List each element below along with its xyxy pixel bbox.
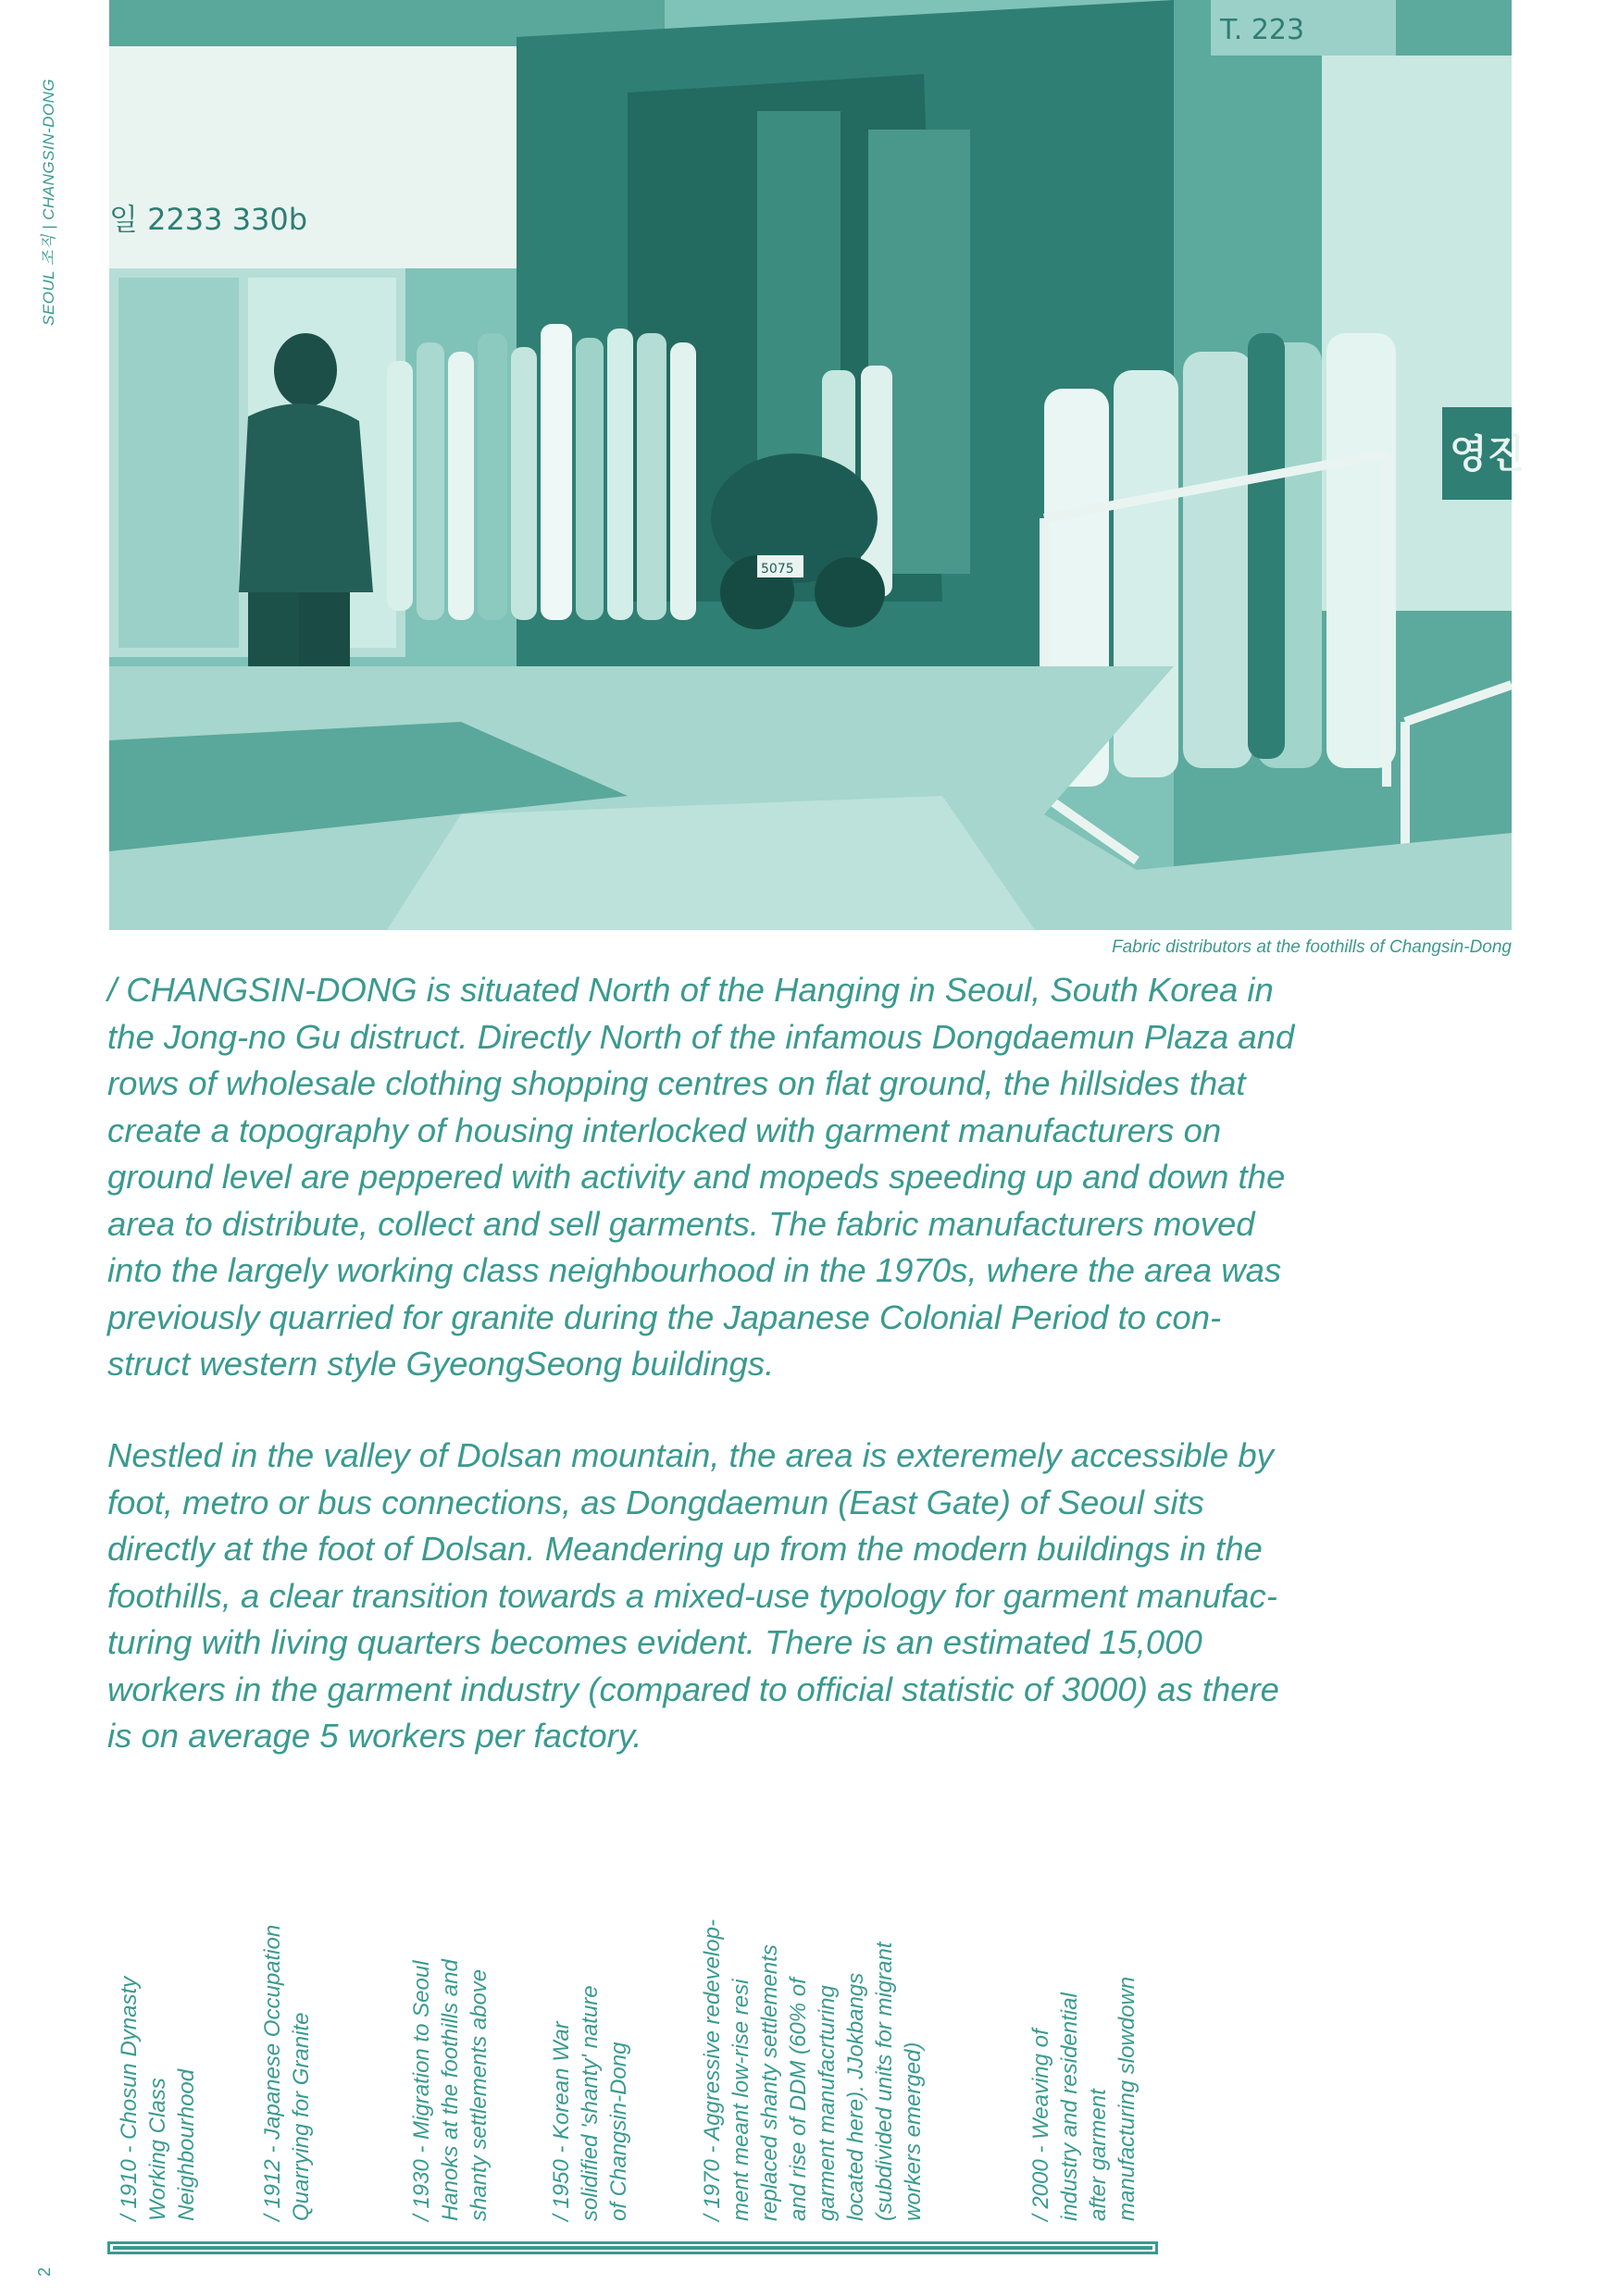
intro-paragraph: / CHANGSIN-DONG is situated North of the Hanging in Seoul, South Korea in the Jong-no Gu distruct. Directly North of the infamous Dongdaemun Plaza and rows of wholesale clothing shopping centres on flat ground, the hillsides that create a topography of housing interlocked with garment manufacturers on ground level are peppered with activity and mopeds speeding up and down the area to distribute, collect and sell garments. The fabric manufacturers moved into the largely working class neighbourhood in the 1970s, where the area was previously quarried for granite during the Japanese Colonial Period to con- struct western style GyeongSeong buildings.: [107, 971, 1295, 1383]
side-label-text: SEOUL 조직 | CHANGSIN-DONG: [40, 78, 57, 326]
timeline-entry-1912: [251, 1814, 371, 2226]
history-timeline: [107, 1814, 1172, 2226]
timeline-entry-text: / 1950 - Korean War solidified 'shanty' nature of Changsin-Dong: [549, 1985, 631, 2221]
timeline-entry-1970: [691, 1814, 926, 2226]
page-number: [31, 2258, 54, 2280]
street-photo-illustration: [109, 0, 1526, 930]
section-side-label: [28, 28, 65, 333]
moped-plate: 5075: [761, 562, 794, 577]
timeline-entry-1910: [107, 1814, 228, 2226]
timeline-entry-text: / 1910 - Chosun Dynasty Working Class Neighbourhood: [117, 1976, 199, 2221]
building-number-sign: 일 2233 330b: [109, 202, 308, 237]
timeline-entry-text: / 1912 - Japanese Occupation Quarrying for Granite: [260, 1924, 314, 2221]
page-number-text: 2: [35, 2266, 54, 2277]
street-photo: [109, 0, 1526, 930]
storefront-number-sign: T. 223: [1220, 14, 1305, 46]
timeline-bar: [107, 2241, 1158, 2254]
timeline-entry-1930: [400, 1814, 520, 2226]
timeline-entry-text: / 2000 - Weaving of industry and residential after garment manufacturing slowdown: [1028, 1976, 1140, 2221]
context-paragraph: Nestled in the valley of Dolsan mountain, the area is exteremely accessible by foot, metro or bus connections, as Dongdaemun (East Gate) of Seoul sits directly at the foot of Dolsan. Meandering up from the modern buildings in the foothills, a clear transition towards a mixed-use typology for garment manufac- turing with living quarters becomes evident. There is an estimated 15,000 workers in the garment industry (compared to official statistic of 3000) as there is on average 5 workers per factory.: [107, 1436, 1279, 1755]
timeline-entry-2000: [1019, 1814, 1140, 2226]
timeline-entry-1950: [540, 1814, 660, 2226]
korean-shop-sign: 영진: [1450, 431, 1526, 477]
timeline-entry-text: / 1970 - Aggressive redevelop- ment meant low-rise resi replaced shanty settlements and rise of DDM (60% of garment manufacrturing located here). JJokbangs (subdivided units for migrant workers emerged): [700, 1919, 926, 2221]
timeline-entry-text: / 1930 - Migration to Seoul Hanoks at the foothills and shanty settlements above: [409, 1959, 492, 2221]
photo-caption: Fabric distributors at the foothills of Changsin-Dong: [1112, 937, 1512, 957]
